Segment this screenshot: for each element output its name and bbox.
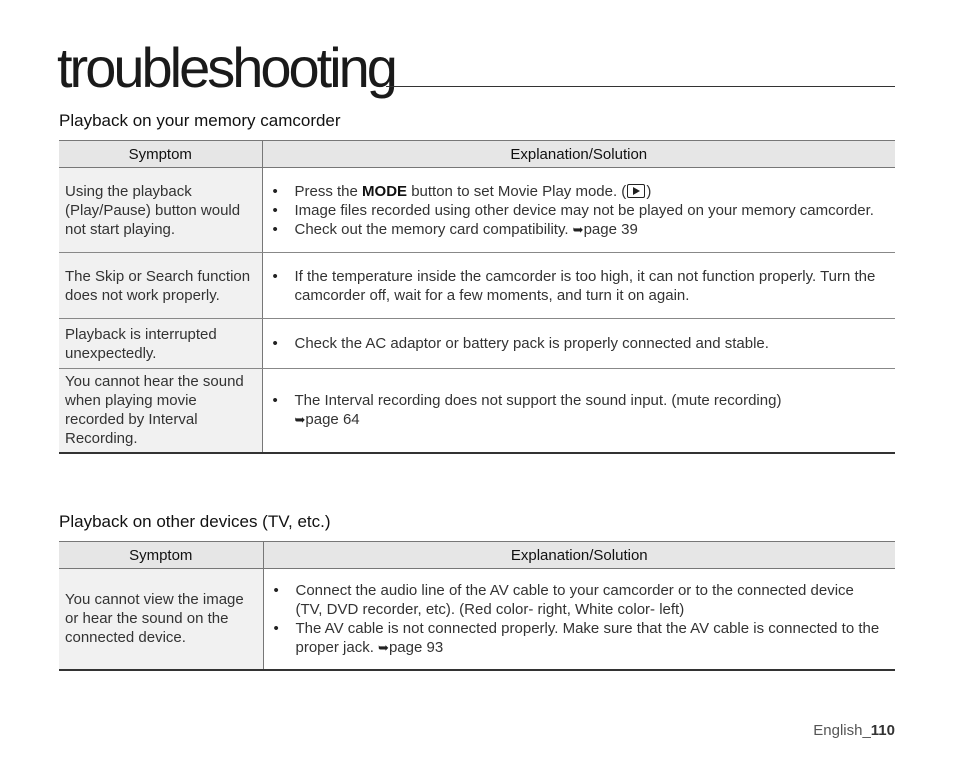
solution-bullet: • Connect the audio line of the AV cable to your camcorder or to the connected device (TV, DVD recorder, etc). (Red color- right, White color- left): [274, 581, 886, 619]
page-reference-arrow-icon: ➥: [294, 412, 306, 428]
symptom-cell: You cannot hear the sound when playing movie recorded by Interval Recording.: [59, 369, 262, 453]
table-row: [59, 253, 895, 319]
section-heading-other-devices: Playback on other devices (TV, etc.): [59, 512, 331, 531]
page-number: 110: [870, 722, 895, 739]
solution-bullet: • If the temperature inside the camcorder is too high, it can not function properly. Turn the camcorder off, wait for a few moments, and turn it on again.: [273, 267, 886, 305]
solution-bullet: [273, 391, 886, 429]
table-row: [59, 319, 895, 369]
page-title: troubleshooting: [57, 36, 395, 99]
movie-play-icon: [627, 184, 645, 198]
page-reference-arrow-icon: ➥: [378, 639, 389, 655]
table-row: [59, 168, 895, 253]
page-footer: [813, 722, 895, 739]
section-heading-memory-camcorder: Playback on your memory camcorder: [59, 111, 341, 130]
table-row: [59, 369, 895, 453]
solution-bullet: [273, 220, 886, 239]
solution-cell: [262, 319, 895, 369]
symptom-cell: The Skip or Search function does not work properly.: [59, 253, 262, 319]
solution-text: The AV cable is not connected properly. Make sure that the AV cable is connected to the proper jack.: [295, 619, 880, 656]
troubleshooting-table-other-devices: [59, 541, 895, 671]
column-header-symptom: Symptom: [59, 542, 263, 569]
title-rule: [386, 86, 895, 87]
page-reference-arrow-icon: ➥: [572, 221, 584, 237]
page-reference: page 93: [388, 638, 444, 656]
page-reference: page 64: [305, 411, 360, 429]
symptom-cell: Playback is interrupted unexpectedly.: [59, 319, 262, 369]
solution-text: Press the: [294, 182, 363, 200]
solution-bullet: • Check the AC adaptor or battery pack is properly connected and stable.: [273, 334, 886, 353]
table-header-row: [59, 141, 895, 168]
column-header-symptom: Symptom: [59, 141, 262, 168]
table-row: [59, 569, 895, 670]
solution-bullet: [273, 182, 886, 201]
mode-button-label: MODE: [362, 182, 408, 200]
solution-text: button to set Movie Play mode. (: [407, 182, 627, 200]
footer-language: English_: [813, 722, 871, 739]
solution-cell: [262, 253, 895, 319]
symptom-cell: Using the playback (Play/Pause) button would not start playing.: [59, 168, 262, 253]
table-header-row: [59, 542, 895, 569]
column-header-solution: Explanation/Solution: [262, 141, 895, 168]
solution-cell: [262, 369, 895, 453]
column-header-solution: Explanation/Solution: [263, 542, 895, 569]
symptom-cell: You cannot view the image or hear the sound on the connected device.: [59, 569, 263, 670]
solution-bullet: • Image files recorded using other device may not be played on your memory camcorder.: [273, 201, 886, 220]
solution-bullet: [274, 619, 886, 657]
solution-text: ): [646, 182, 652, 200]
solution-text: The Interval recording does not support the sound input. (mute recording): [294, 392, 782, 410]
troubleshooting-table-memory-camcorder: [59, 140, 895, 454]
page-reference: page 39: [583, 220, 638, 238]
solution-text: Check out the memory card compatibility.: [294, 220, 573, 238]
solution-cell: [262, 168, 895, 253]
solution-cell: [263, 569, 895, 670]
